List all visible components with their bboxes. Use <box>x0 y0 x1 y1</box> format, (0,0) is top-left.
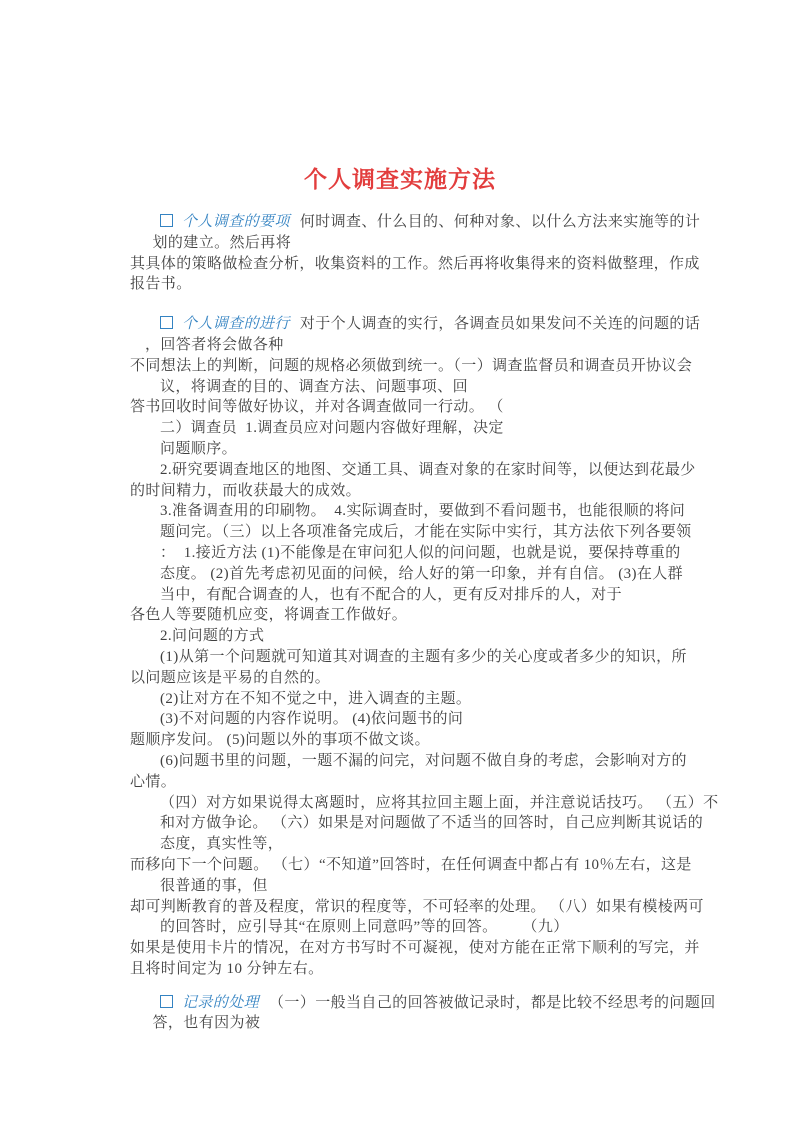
section-header: 个人调查的要项 <box>182 214 290 230</box>
line-text: 当中，有配合调查的人，也有不配合的人，更有反对排斥的人，对于 <box>160 586 623 603</box>
line-text: ： 1.接近方法 (1)不能像是在审问犯人似的问问题，也就是说，要保持尊重的 <box>160 544 681 561</box>
line-text: 其具体的策略做检查分析，收集资料的工作。然后再将收集得来的资料做整理，作成 <box>130 255 700 272</box>
line-text: 答，也有因为被 <box>152 1015 261 1032</box>
text-line <box>130 876 670 897</box>
line-text: 态度。 (2)首先考虑初见面的问候，给人好的第一印象，并有自信。 (3)在人群 <box>160 565 684 582</box>
text-line <box>130 274 670 295</box>
text-line <box>130 772 670 793</box>
line-text: 不同想法上的判断，问题的规格必须做到统一。（一）调查监督员和调查员开协议会 <box>130 357 693 374</box>
line-text: 各色人等要随机应变，将调查工作做好。 <box>130 607 408 624</box>
text-line <box>130 564 684 585</box>
text-line <box>130 793 719 814</box>
section-header: 记录的处理 <box>182 994 260 1011</box>
line-text: （一）一般当自己的回答被做记录时，都是比较不经思考的问题回 <box>269 994 716 1011</box>
line-text: 题顺序发问。 (5)问题以外的事项不做文谈。 <box>130 732 431 749</box>
text-line <box>130 481 670 502</box>
line-text: 2.研究要调查地区的地图、交通工具、调查对象的在家时间等，以便达到花最少 <box>160 461 696 478</box>
checkbox-icon <box>160 316 173 329</box>
line-text: 问题顺序。 <box>160 440 238 457</box>
text-line <box>130 585 670 606</box>
line-text: （四）对方如果说得太离题时，应将其拉回主题上面，并注意说话技巧。 （五）不 <box>160 794 719 811</box>
text-line <box>130 647 687 668</box>
paragraph <box>130 993 716 1035</box>
line-text: 且将时间定为 10 分钟左右。 <box>130 960 324 977</box>
text-line <box>130 543 681 564</box>
text-line <box>130 730 670 751</box>
text-line <box>130 855 692 876</box>
text-line <box>130 501 686 522</box>
text-line <box>130 709 670 730</box>
line-text: 态度，真实性等， <box>160 836 284 853</box>
line-text: 以问题应该是平易的自然的。 <box>130 669 331 686</box>
line-text: 2.问问题的方式 <box>160 628 265 645</box>
line-text: 3.准备调查用的印刷物。 4.实际调查时，要做到不看问题书，也能很顺的将问 <box>160 503 686 520</box>
line-text: 很普通的事，但 <box>160 877 268 894</box>
line-text: 二）调查员 1.调查员应对问题内容做好理解，决定 <box>160 420 504 437</box>
line-text: 报告书。 <box>130 276 192 293</box>
line-text: 答书回收时间等做好协议，并对各调查做同一行动。 （ <box>130 399 504 416</box>
line-text: ，回答者将会做各种 <box>145 336 284 353</box>
text-line <box>130 917 670 938</box>
line-text: 如果是使用卡片的情况，在对方书写时不可凝视，使对方能在正常下顺利的写完，并 <box>130 940 700 957</box>
paragraph <box>130 314 719 980</box>
text-line <box>130 938 700 959</box>
line-text: 的回答时，应引导其“在原则上同意吗”等的回答。 （九） <box>160 919 569 936</box>
text-line <box>130 522 692 543</box>
checkbox-icon <box>160 995 173 1008</box>
text-line <box>130 439 670 460</box>
line-text: 议，将调查的目的、调查方法、问题事项、回 <box>160 378 469 395</box>
text-line <box>130 897 704 918</box>
text-line <box>130 254 700 275</box>
text-line <box>130 460 696 481</box>
line-text: 而移向下一个问题。 （七）“不知道”回答时，在任何调查中都占有 10％左右，这是 <box>130 856 692 873</box>
text-line <box>130 834 670 855</box>
text-line <box>130 314 701 335</box>
section-header: 个人调查的进行 <box>182 316 290 333</box>
line-text: 对于个人调查的实行，各调查员如果发问不关连的问题的话 <box>299 316 701 333</box>
checkbox-icon <box>160 214 173 227</box>
text-line <box>130 813 704 834</box>
text-line <box>130 993 716 1014</box>
line-text: (1)从第一个问题就可知道其对调查的主题有多少的关心度或者多少的知识，所 <box>160 648 687 665</box>
line-text: 的时间精力，而收获最大的成效。 <box>130 482 362 499</box>
line-text: 却可判断教育的普及程度，常识的程度等，不可轻率的处理。 （八）如果有模棱两可 <box>130 898 704 915</box>
line-text: 和对方做争论。 （六）如果是对问题做了不适当的回答时，自己应判断其说话的 <box>160 815 704 832</box>
text-line <box>130 1013 670 1034</box>
text-line <box>130 689 670 710</box>
line-text: (3)不对问题的内容作说明。 (4)依问题书的问 <box>160 711 464 728</box>
line-text: 题问完。（三）以上各项准备完成后，才能在实际中实行，其方法依下列各要领 <box>160 524 692 541</box>
text-line <box>130 377 670 398</box>
text-line <box>130 959 670 980</box>
text-line <box>130 212 701 233</box>
line-text: (6)问题书里的问题，一题不漏的问完，对问题不做自身的考虑，会影响对方的 <box>160 752 687 769</box>
document-body <box>130 212 719 1034</box>
text-line <box>130 397 670 418</box>
line-text: 何时调查、什么目的、何种对象、以什么方法来实施等的计 <box>299 214 701 230</box>
paragraph <box>130 212 701 295</box>
text-line <box>130 605 670 626</box>
line-text: 心情。 <box>130 773 177 790</box>
text-line <box>130 233 670 254</box>
line-text: (2)让对方在不知不觉之中，进入调查的主题。 <box>160 690 472 707</box>
text-line <box>130 668 670 689</box>
text-line <box>130 626 670 647</box>
text-line <box>130 418 670 439</box>
document-title: 个人调查实施方法 <box>304 166 496 192</box>
text-line <box>130 335 670 356</box>
text-line <box>130 356 693 377</box>
text-line <box>130 751 687 772</box>
line-text: 划的建立。然后再将 <box>152 234 292 251</box>
